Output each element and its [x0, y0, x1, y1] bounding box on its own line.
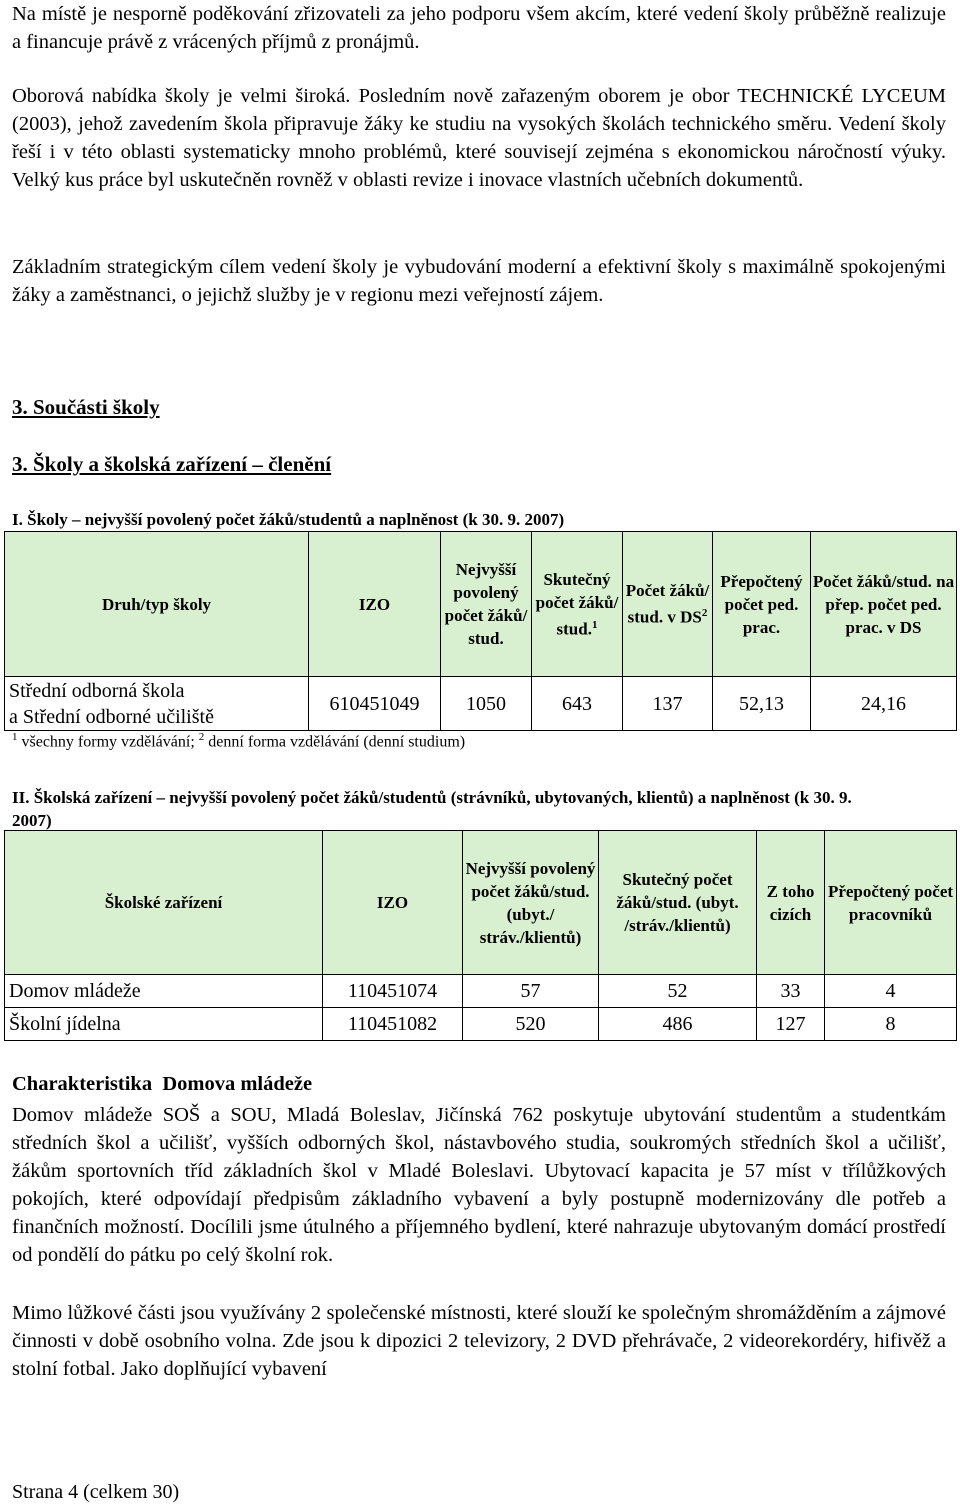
facilities-table [4, 830, 957, 1041]
table1-caption: I. Školy – nejvyšší povolený počet žáků/studentů a naplněnost (k 30. 9. 2007) [12, 510, 565, 529]
cell-prepocteny: 52,13 [713, 677, 811, 731]
domov-paragraph-1: Domov mládeže SOŠ a SOU, Mladá Boleslav, Jičínská 762 poskytuje ubytování studentům a studentkám středních škol a učilišť, vyšších odborných škol, nástavbového studia, soukromých středních škol a učilišť, žákům sportovních tříd základních škol v Mladé Boleslavi. Ubytovací kapacita je 57 míst v třílůžkových pokojích, které odpovídají předpisům základního vybavení a byly postupně modernizovány dle potřeb a finančních možností. Docílili jsme útulného a příjemného bydlení, které nahrazuje ubytovaným domácí prostředí od pondělí do pátku po celý školní rok. [12, 1104, 946, 1266]
header-izo: IZO [309, 532, 441, 677]
cell-druh [5, 677, 309, 731]
domov-heading: Charakteristika Domova mládeže [12, 1073, 313, 1095]
footnote-text-2: denní forma vzdělávání (denní studium) [208, 733, 466, 751]
cell-skutecny: 486 [599, 1008, 757, 1041]
cell-pocet-ds: 137 [623, 677, 713, 731]
table-header-row [5, 831, 957, 975]
table1-footnote [12, 731, 465, 751]
cell-zarizeni: Domov mládeže [5, 975, 323, 1008]
footnote-text-1: všechny formy vzdělávání; [21, 733, 195, 751]
cell-druh-line1: Střední odborná škola [9, 679, 185, 702]
table-row [5, 975, 957, 1008]
header-pocet-ds-sup: 2 [701, 607, 708, 620]
header-nejvyssi: Nejvyšší povolený počet žáků/ stud. [441, 532, 532, 677]
header-skutecny [532, 532, 623, 677]
table-row [5, 677, 957, 731]
header-cizich: Z toho cizích [757, 831, 825, 975]
header-skutecny: Skutečný počet žáků/stud. (ubyt. /stráv./klientů) [599, 831, 757, 975]
cell-izo: 110451074 [323, 975, 463, 1008]
cell-nejvyssi: 520 [463, 1008, 599, 1041]
table-header-row [5, 532, 957, 677]
table2-caption: II. Školská zařízení – nejvyšší povolený počet žáků/studentů (strávníků, ubytovaných, klientů) a naplněnost (k 30. 9. 2007) [12, 788, 852, 830]
cell-prepocteny: 8 [825, 1008, 957, 1041]
section-heading: 3. Součásti školy [12, 395, 160, 419]
cell-izo: 610451049 [309, 677, 441, 731]
cell-cizich: 127 [757, 1008, 825, 1041]
cell-na-prep: 24,16 [811, 677, 957, 731]
cell-druh-line2: a Střední odborné učiliště [9, 705, 214, 728]
cell-skutecny: 52 [599, 975, 757, 1008]
header-nejvyssi: Nejvyšší povolený počet žáků/stud. (ubyt./ stráv./klientů) [463, 831, 599, 975]
header-prepocteny: Přepočtený počet pracovníků [825, 831, 957, 975]
cell-skutecny: 643 [532, 677, 623, 731]
cell-zarizeni: Školní jídelna [5, 1008, 323, 1041]
footnote-sup-1: 1 [12, 731, 18, 743]
header-druh: Druh/typ školy [5, 532, 309, 677]
header-pocet-ds [623, 532, 713, 677]
header-na-prep: Počet žáků/stud. na přep. počet ped. prac. v DS [811, 532, 957, 677]
header-zarizeni: Školské zařízení [5, 831, 323, 975]
header-pocet-ds-label: Počet žáků/ stud. v DS [625, 581, 710, 627]
header-skutecny-label: Skutečný počet žáků/ stud. [535, 569, 619, 639]
subsection-heading: 3. Školy a školská zařízení – členění [12, 452, 332, 476]
cell-nejvyssi: 57 [463, 975, 599, 1008]
cell-izo: 110451082 [323, 1008, 463, 1041]
header-izo: IZO [323, 831, 463, 975]
header-skutecny-sup: 1 [591, 618, 598, 631]
header-prepocteny: Přepočtený počet ped. prac. [713, 532, 811, 677]
domov-paragraph-2: Mimo lůžkové části jsou využívány 2 společenské místnosti, které slouží ke společným shromážděním a zájmové činnosti v době osobního volna. Zde jsou k dipozici 2 televizory, 2 DVD přehrávače, 2 videorekordéry, hifivěž a stolní fotbal. Jako doplňující vybavení [12, 1302, 946, 1380]
page-footer: Strana 4 (celkem 30) [12, 1481, 180, 1503]
intro-paragraph-1: Na místě je nesporně poděkování zřizovateli za jeho podporu všem akcím, které vedení školy průběžně realizuje a financuje právě z vrácených příjmů z pronájmů. [12, 3, 946, 53]
schools-table [4, 531, 957, 731]
cell-prepocteny: 4 [825, 975, 957, 1008]
footnote-sup-2: 2 [198, 731, 205, 743]
intro-paragraph-2: Oborová nabídka školy je velmi široká. Posledním nově zařazeným oborem je obor TECHNICKÉ LYCEUM (2003), jehož zavedením škola připravuje žáky ke studiu na vysokých školách technického směru. Vedení školy řeší i v této oblasti systematicky mnoho problémů, které souvisejí zejména s ekonomickou náročností výuky. Velký kus práce byl uskutečněn rovněž v oblasti revize i inovace vlastních učebních dokumentů. [12, 85, 946, 191]
cell-nejvyssi: 1050 [441, 677, 532, 731]
cell-cizich: 33 [757, 975, 825, 1008]
intro-paragraph-3: Základním strategickým cílem vedení školy je vybudování moderní a efektivní školy s maximálně spokojenými žáky a zaměstnanci, o jejichž služby je v regionu mezi veřejností zájem. [12, 256, 946, 306]
table-row [5, 1008, 957, 1041]
